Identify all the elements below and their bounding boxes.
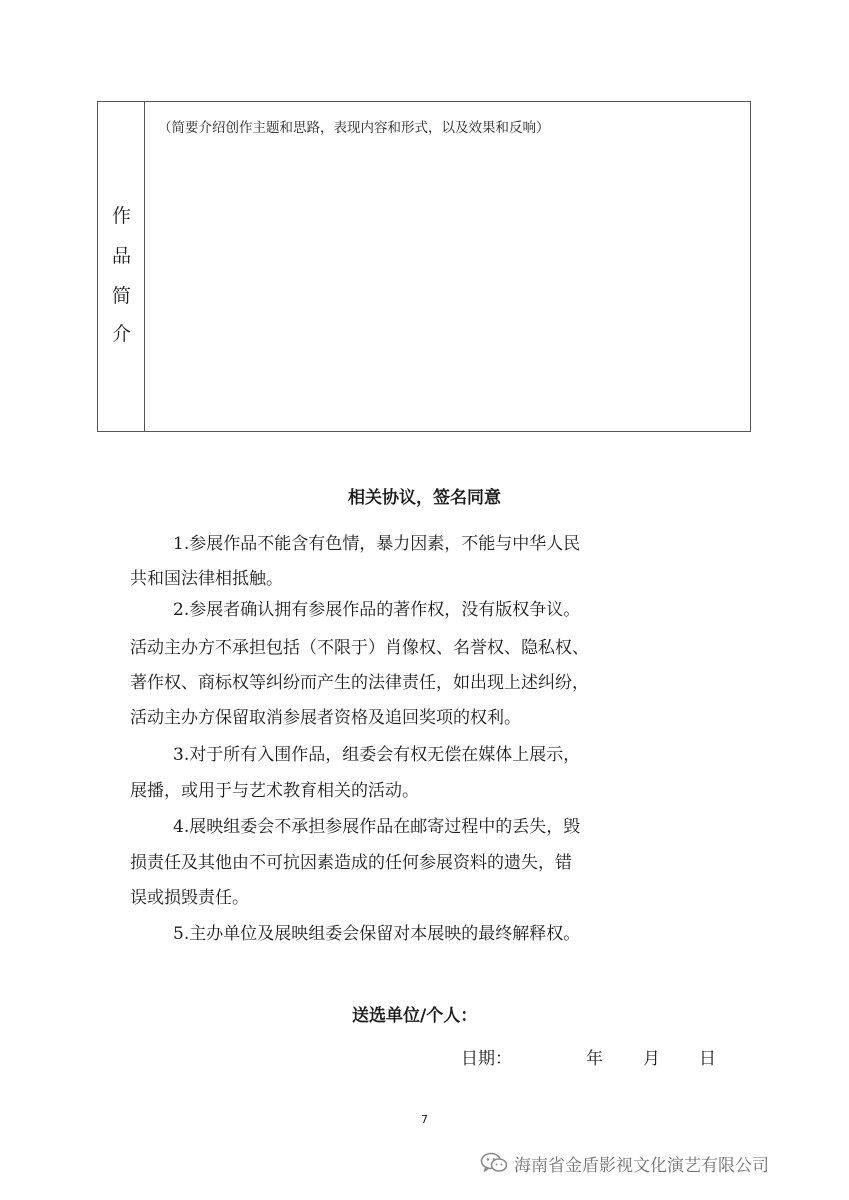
agreement-line: 3.对于所有入围作品，组委会有权无偿在媒体上展示，: [173, 745, 581, 765]
submitter-label: 送选单位/个人：: [352, 1006, 478, 1026]
agreement-line: 展播，或用于与艺术教育相关的活动。: [130, 781, 419, 801]
agreement-line: 5.主办单位及展映组委会保留对本展映的最终解释权。: [173, 924, 581, 944]
label-char: 作: [111, 205, 131, 227]
agreement-line: 1.参展作品不能含有色情，暴力因素，不能与中华人民: [173, 534, 581, 554]
page-number: 7: [421, 1113, 428, 1126]
watermark: [480, 1148, 769, 1178]
date-year: 年: [586, 1049, 603, 1069]
label-char: 简: [111, 285, 131, 307]
date-month: 月: [643, 1049, 660, 1069]
date-day: 日: [699, 1049, 716, 1069]
agreement-line: 2.参展者确认拥有参展作品的著作权，没有版权争议。: [173, 600, 581, 620]
watermark-text: 海南省金盾影视文化演艺有限公司: [514, 1155, 769, 1176]
agreement-line: 4.展映组委会不承担参展作品在邮寄过程中的丢失，毁: [173, 817, 581, 837]
agreement-line: 误或损毁责任。: [130, 888, 249, 908]
work-intro-table: [97, 101, 751, 432]
label-char: 介: [111, 323, 131, 345]
date-label: 日期：: [461, 1049, 512, 1069]
agreement-line: 损责任及其他由不可抗因素造成的任何参展资料的遗失，错: [130, 853, 572, 873]
agreement-line: 活动主办方不承担包括（不限于）肖像权、名誉权、隐私权、: [130, 638, 589, 658]
agreement-line: 活动主办方保留取消参展者资格及追回奖项的权利。: [130, 708, 521, 728]
agreement-line: 共和国法律相抵触。: [130, 569, 283, 589]
work-intro-label-cell: [98, 102, 145, 431]
agreement-line: 著作权、商标权等纠纷而产生的法律责任，如出现上述纠纷，: [130, 673, 589, 693]
wechat-icon: [480, 1152, 508, 1174]
work-intro-hint: （简要介绍创作主题和思路，表现内容和形式，以及效果和反响）: [158, 120, 550, 136]
label-char: 品: [111, 245, 131, 267]
agreement-title: 相关协议，签名同意: [348, 488, 501, 508]
